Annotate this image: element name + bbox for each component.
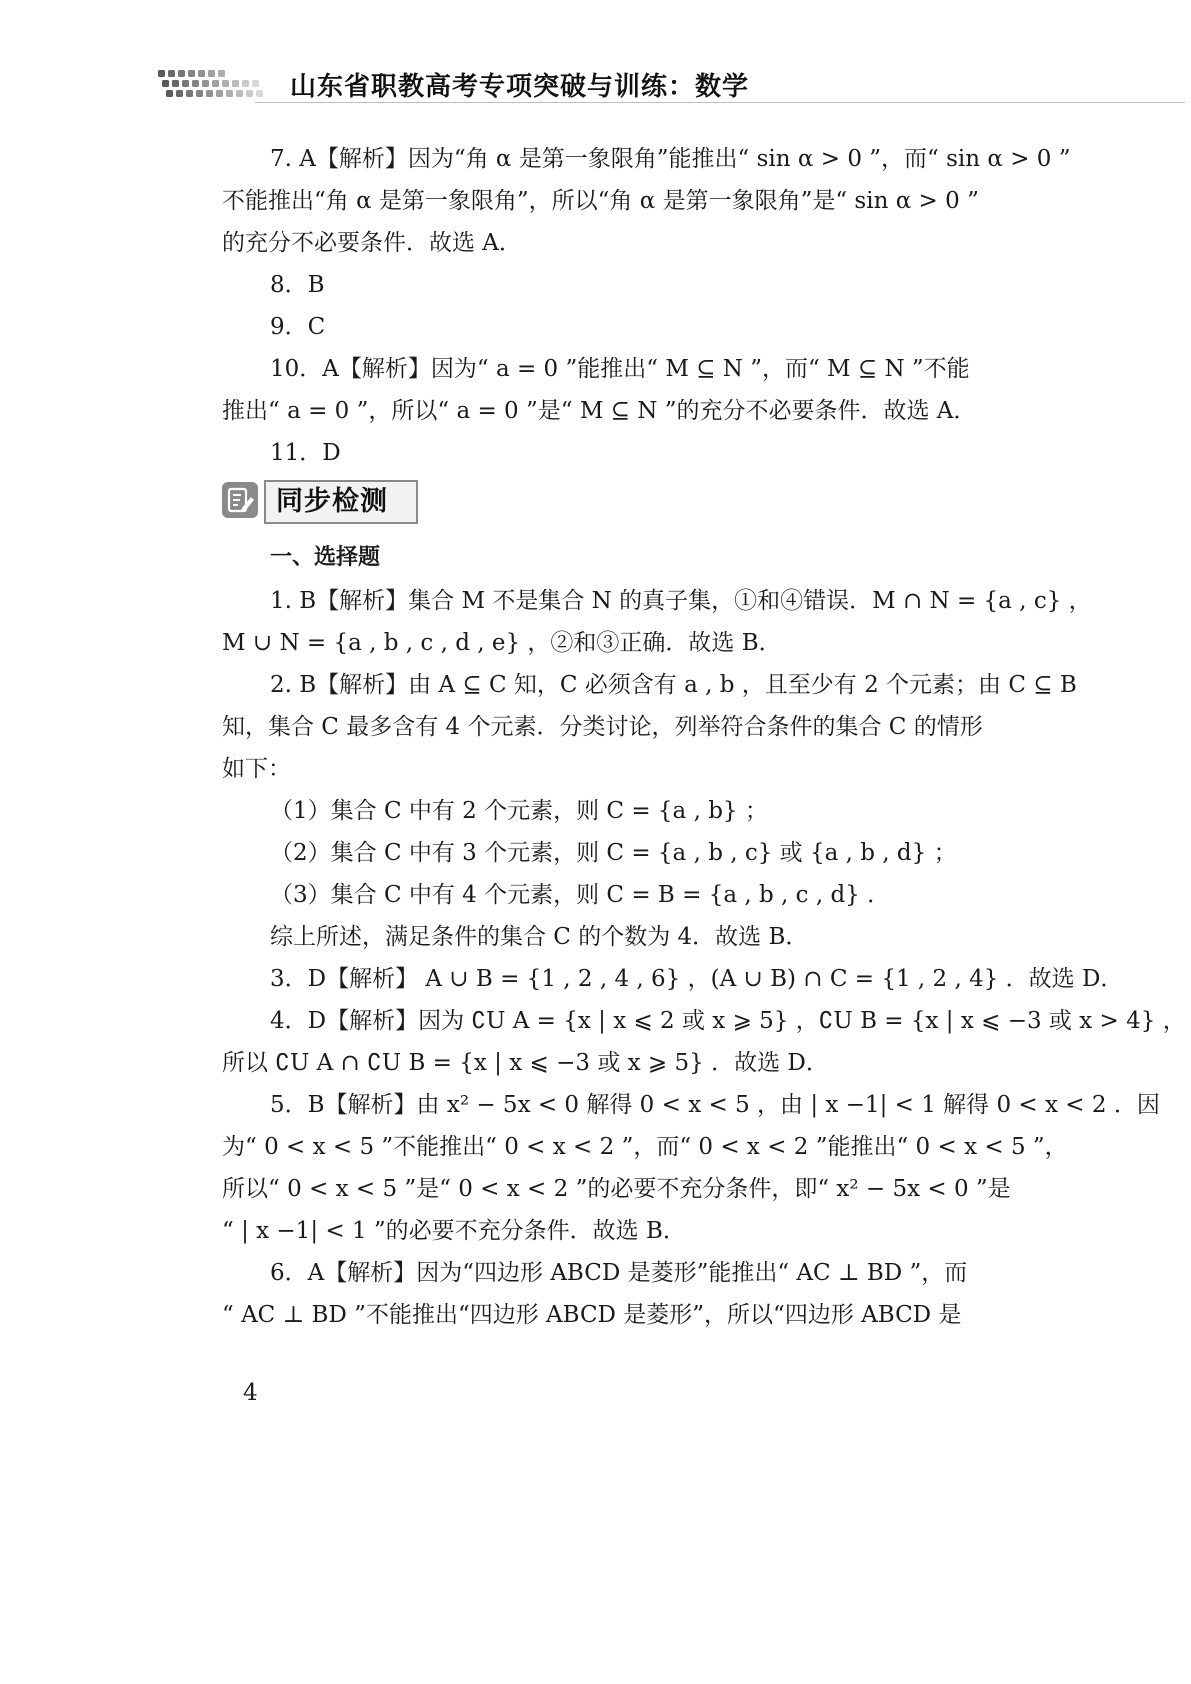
text-line: 如下： (222, 756, 291, 782)
header-dot (222, 80, 229, 87)
header-dot (242, 80, 249, 87)
text-line: 3．D【解析】 A ∪ B = {1 , 2 , 4 , 6} ，(A ∪ B) ∩ C = {1 , 2 , 4} ．故选 D． (270, 966, 1124, 992)
header-dot (218, 70, 225, 77)
header-dots-decoration-icon (158, 70, 258, 104)
text-line: “ AC ⊥ BD ”不能推出“四边形 ABCD 是菱形”，所以“四边形 ABCD 是 (222, 1302, 962, 1328)
text-line: 知，集合 C 最多含有 4 个元素．分类讨论，列举符合条件的集合 C 的情形 (222, 714, 983, 740)
page-content (222, 138, 1186, 1336)
header-dot (216, 90, 223, 97)
header-dot (162, 80, 169, 87)
text-line: 9．C (270, 314, 326, 340)
header-dot (192, 80, 199, 87)
text-line: 1. B【解析】集合 M 不是集合 N 的真子集，①和④错误．M ∩ N = {a , c} ， (270, 588, 1092, 614)
header-dot (226, 90, 233, 97)
header-dot (196, 90, 203, 97)
header-dot (166, 90, 173, 97)
section-title: 同步检测 (264, 480, 418, 524)
header-dot (252, 80, 259, 87)
text-line: 6．A【解析】因为“四边形 ABCD 是菱形”能推出“ AC ⊥ BD ”，而 (270, 1260, 968, 1286)
header-dot (158, 70, 165, 77)
header-dot (168, 70, 175, 77)
text-line: 所以“ 0 < x < 5 ”是“ 0 < x < 2 ”的必要不充分条件，即“ x² − 5x < 0 ”是 (222, 1176, 1011, 1202)
text-line: M ∪ N = {a , b , c , d , e} ，②和③正确．故选 B． (222, 630, 782, 656)
answer-block-top (222, 138, 1071, 474)
text-line: 5．B【解析】由 x² − 5x < 0 解得 0 < x < 5 ，由 | x −1| < 1 解得 0 < x < 2 ．因 (270, 1092, 1160, 1118)
section-heading (222, 476, 1000, 536)
header-dot (246, 90, 253, 97)
text-line: 的充分不必要条件．故选 A． (222, 230, 522, 256)
note-pencil-icon (222, 482, 258, 518)
header-dot (176, 90, 183, 97)
header-dot (182, 80, 189, 87)
header-dot (186, 90, 193, 97)
text-line: 7. A【解析】因为“角 α 是第一象限角”能推出“ sin α > 0 ”，而“ sin α > 0 ” (270, 146, 1071, 172)
text-line: 10．A【解析】因为“ a = 0 ”能推出“ M ⊆ N ”，而“ M ⊆ N ”不能 (270, 356, 970, 382)
header-dot (178, 70, 185, 77)
text-line: （3）集合 C 中有 4 个元素，则 C = B = {a , b , c , d} ． (270, 882, 891, 908)
header-rule (255, 102, 1185, 103)
header-dot (232, 80, 239, 87)
text-line: 综上所述，满足条件的集合 C 的个数为 4．故选 B． (270, 924, 809, 950)
header-dot (202, 80, 209, 87)
header-dot (172, 80, 179, 87)
header-dot (212, 80, 219, 87)
header-dot (188, 70, 195, 77)
text-line: 8．B (270, 272, 325, 298)
text-line: （2）集合 C 中有 3 个元素，则 C = {a , b , c} 或 {a , b , d} ； (270, 840, 957, 866)
text-line: 不能推出“角 α 是第一象限角”，所以“角 α 是第一象限角”是“ sin α > 0 ” (222, 188, 979, 214)
text-line: 所以 ∁U A ∩ ∁U B = {x | x ⩽ −3 或 x ⩾ 5} ．故选 D． (222, 1050, 829, 1076)
subsection-heading: 一、选择题 (270, 545, 381, 570)
header-dot (256, 90, 263, 97)
page-header (0, 0, 1191, 110)
text-line: 推出“ a = 0 ”，所以“ a = 0 ”是“ M ⊆ N ”的充分不必要条件．故选 A． (222, 398, 977, 424)
header-dot (208, 70, 215, 77)
text-line: 2. B【解析】由 A ⊆ C 知，C 必须含有 a , b ，且至少有 2 个元素；由 C ⊆ B (270, 672, 1077, 698)
text-line: （1）集合 C 中有 2 个元素，则 C = {a , b} ； (270, 798, 768, 824)
page-number: 4 (243, 1380, 258, 1406)
text-line: “ | x −1| < 1 ”的必要不充分条件．故选 B． (222, 1218, 686, 1244)
header-title: 山东省职教高考专项突破与训练：数学 (290, 72, 750, 102)
header-dot (206, 90, 213, 97)
answer-block-bottom (222, 580, 1186, 1336)
header-dot (236, 90, 243, 97)
header-dot (198, 70, 205, 77)
text-line: 11．D (270, 440, 341, 466)
text-line: 为“ 0 < x < 5 ”不能推出“ 0 < x < 2 ”，而“ 0 < x < 2 ”能推出“ 0 < x < 5 ”， (222, 1134, 1068, 1160)
text-line: 4．D【解析】因为 ∁U A = {x | x ⩽ 2 或 x ⩾ 5} ，∁U B = {x | x ⩽ −3 或 x > 4} ， (270, 1008, 1186, 1034)
